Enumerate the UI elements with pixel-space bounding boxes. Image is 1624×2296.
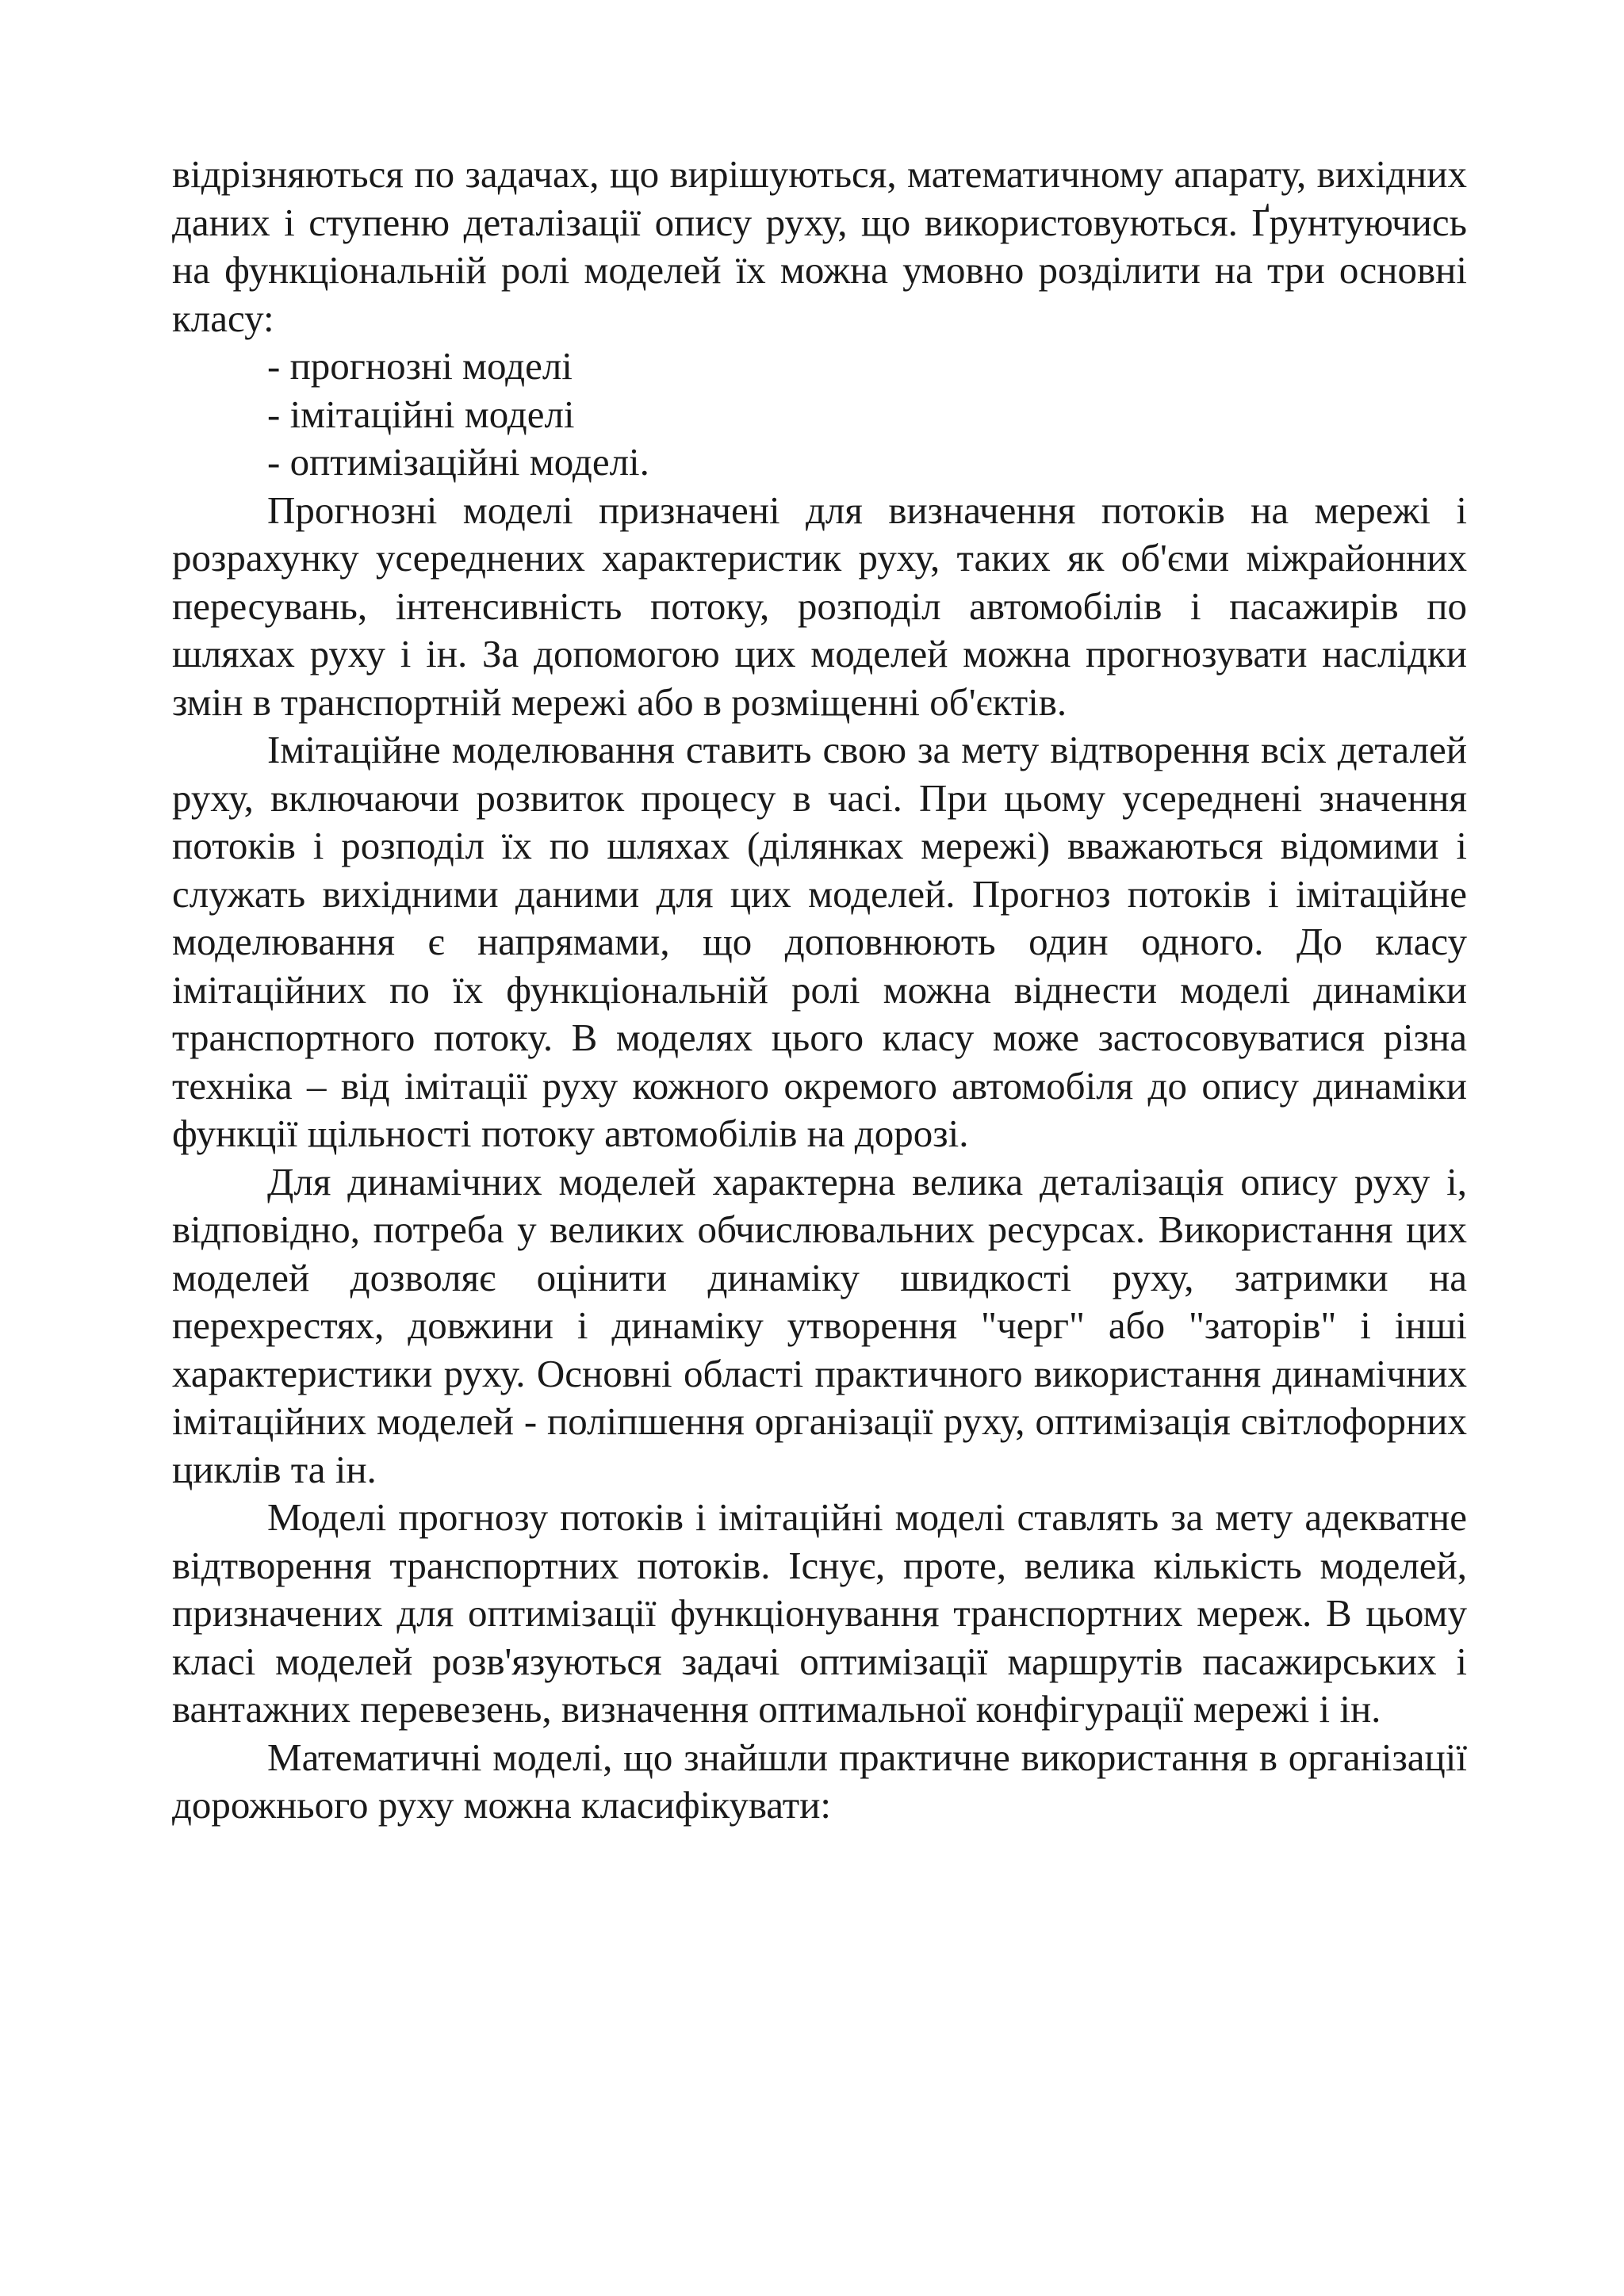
paragraph-forecast-models: Прогнозні моделі призначені для визначення потоків на мережі і розрахунку усереднених характеристик руху, таких як об'єми міжрайонних пересувань, інтенсивність потоку, розподіл автомобілів і пасажирів по шляхах руху і ін. За допомогою цих моделей можна прогнозувати наслідки змін в транспортній мережі або в розміщенні об'єктів. <box>172 488 1467 724</box>
paragraph-classification: Математичні моделі, що знайшли практичне використання в організації дорожнього руху можна класифікувати: <box>172 1735 1467 1827</box>
paragraph-intro: відрізняються по задачах, що вирішуються, математичному апарату, вихідних даних і ступеню деталізації опису руху, що використовуються. Ґрунтуючись на функціональній ролі моделей їх можна умовно розділити на три основні класу: <box>172 152 1467 340</box>
document-page <box>172 151 1467 1830</box>
model-classes-list <box>172 342 1467 487</box>
list-item-simulation-models: - імітаційні моделі <box>267 392 575 436</box>
paragraph-dynamic-models: Для динамічних моделей характерна велика деталізація опису руху і, відповідно, потреба у великих обчислювальних ресурсах. Використання цих моделей дозволяє оцінити динаміку швидкості руху, затримки на перехрестях, довжини і динаміку утворення "черг" або "заторів" і інші характеристики руху. Основні області практичного використання динамічних імітаційних моделей - поліпшення організації руху, оптимізація світлофорних циклів та ін. <box>172 1159 1467 1491</box>
paragraph-optimization-models: Моделі прогнозу потоків і імітаційні моделі ставлять за мету адекватне відтворення транспортних потоків. Існує, проте, велика кількість моделей, призначених для оптимізації функціонування транспортних мереж. В цьому класі моделей розв'язуються задачі оптимізації маршрутів пасажирських і вантажних перевезень, визначення оптимальної конфігурації мережі і ін. <box>172 1495 1467 1731</box>
list-item-forecast-models: - прогнозні моделі <box>267 344 573 388</box>
paragraph-simulation-modeling: Імітаційне моделювання ставить свою за мету відтворення всіх деталей руху, включаючи розвиток процесу в часі. При цьому усереднені значення потоків і розподіл їх по шляхах (ділянках мережі) вважаються відомими і служать вихідними даними для цих моделей. Прогноз потоків і імітаційне моделювання є напрямами, що доповнюють один одного. До класу імітаційних по їх функціональній ролі можна віднести моделі динаміки транспортного потоку. В моделях цього класу може застосовуватися різна техніка – від імітації руху кожного окремого автомобіля до опису динаміки функції щільності потоку автомобілів на дорозі. <box>172 728 1467 1155</box>
list-item-optimization-models: - оптимізаційні моделі. <box>267 440 649 484</box>
